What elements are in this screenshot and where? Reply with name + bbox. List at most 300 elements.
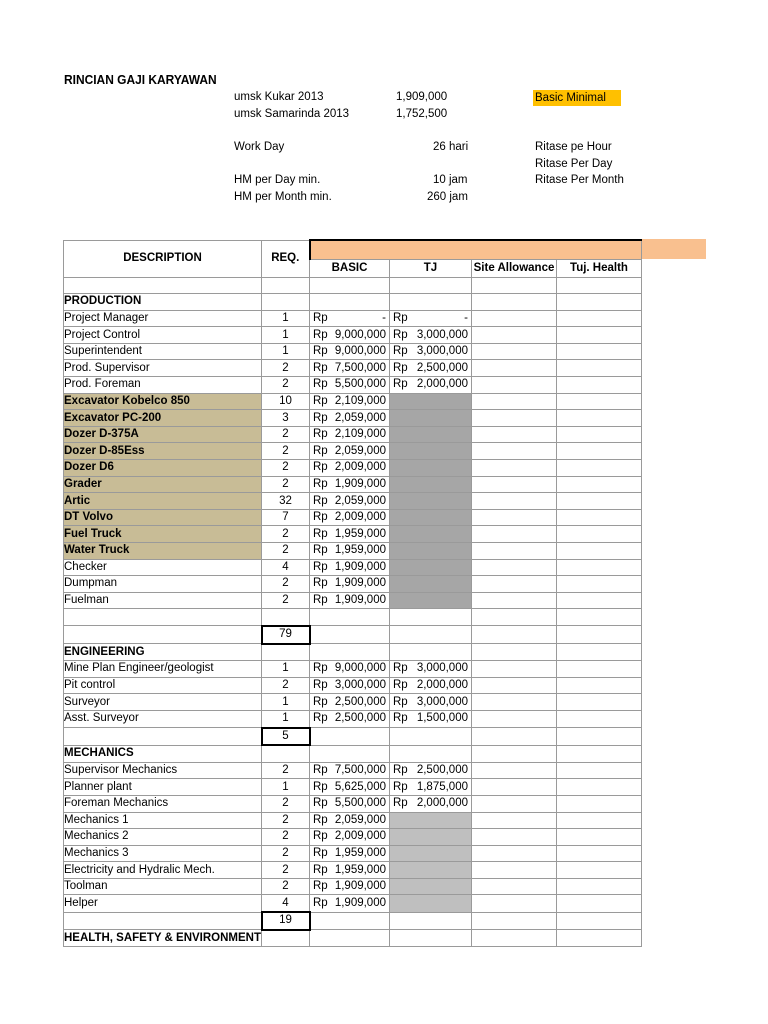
req-count: 2 <box>262 677 310 694</box>
empty-cell <box>64 912 262 930</box>
tj-empty <box>390 476 472 493</box>
req-count: 2 <box>262 762 310 779</box>
salary-table <box>63 239 642 947</box>
amount-value: 2,009,000 <box>334 511 386 524</box>
site-allowance-cell <box>472 661 557 678</box>
work-day-value: 26 hari <box>433 141 469 153</box>
rp-label: Rp <box>313 863 328 876</box>
amount-value: 9,000,000 <box>334 662 386 675</box>
tj-empty <box>390 592 472 609</box>
production-section-title: PRODUCTION <box>64 294 262 311</box>
rp-label: Rp <box>393 361 408 374</box>
req-count: 4 <box>262 559 310 576</box>
basic-amount <box>310 694 390 711</box>
umsk-kukar-value: 1,909,000 <box>396 91 448 103</box>
empty-cell <box>390 745 472 762</box>
rp-label: Rp <box>313 311 328 324</box>
health-cell <box>557 710 642 727</box>
rp-label: Rp <box>313 695 328 708</box>
health-cell <box>557 543 642 560</box>
amount-value: 1,909,000 <box>334 897 386 910</box>
empty-cell <box>390 294 472 311</box>
site-allowance-header: Site Allowance <box>472 260 557 277</box>
basic-amount <box>310 576 390 593</box>
table-row <box>64 694 642 711</box>
site-allowance-cell <box>472 360 557 377</box>
basic-minimal-cell: Basic Minimal <box>533 90 621 106</box>
amount-value: 2,059,000 <box>334 411 386 424</box>
rp-label: Rp <box>393 679 408 692</box>
engineering-section-title: ENGINEERING <box>64 644 262 661</box>
amount-value: 2,109,000 <box>334 428 386 441</box>
rp-label: Rp <box>313 712 328 725</box>
health-cell <box>557 661 642 678</box>
mechanics-total-row <box>64 912 642 930</box>
tj-empty <box>390 862 472 879</box>
basic-amount <box>310 443 390 460</box>
health-cell <box>557 845 642 862</box>
site-allowance-cell <box>472 878 557 895</box>
empty-cell <box>310 626 390 644</box>
empty-cell <box>262 609 310 626</box>
rp-label: Rp <box>393 780 408 793</box>
umsk-kukar-label: umsk Kukar 2013 <box>234 91 324 103</box>
tj-empty <box>390 460 472 477</box>
empty-cell <box>310 930 390 947</box>
tj-empty <box>390 878 472 895</box>
position-name: DT Volvo <box>64 509 262 526</box>
basic-amount <box>310 426 390 443</box>
position-name: Helper <box>64 895 262 912</box>
basic-amount <box>310 812 390 829</box>
health-cell <box>557 343 642 360</box>
amount-value: 7,500,000 <box>334 764 386 777</box>
basic-amount <box>310 762 390 779</box>
tj-amount <box>390 360 472 377</box>
position-name: Dozer D-375A <box>64 426 262 443</box>
req-count: 1 <box>262 779 310 796</box>
table-row <box>64 710 642 727</box>
req-count: 2 <box>262 845 310 862</box>
tj-empty <box>390 443 472 460</box>
health-cell <box>557 509 642 526</box>
tj-amount <box>390 694 472 711</box>
rp-label: Rp <box>313 780 328 793</box>
position-name: Toolman <box>64 878 262 895</box>
amount-value: 3,000,000 <box>416 328 468 341</box>
health-cell <box>557 393 642 410</box>
amount-value: 2,059,000 <box>334 494 386 507</box>
production-section-row <box>64 294 642 311</box>
health-cell <box>557 677 642 694</box>
table-row <box>64 443 642 460</box>
position-name: Dozer D6 <box>64 460 262 477</box>
amount-value: - <box>464 311 468 324</box>
empty-cell <box>390 930 472 947</box>
amount-value: 3,000,000 <box>334 679 386 692</box>
empty-cell <box>390 912 472 930</box>
site-allowance-cell <box>472 310 557 327</box>
amount-value: 3,000,000 <box>416 695 468 708</box>
req-count: 1 <box>262 327 310 344</box>
rp-label: Rp <box>393 662 408 675</box>
site-allowance-cell <box>472 410 557 427</box>
site-allowance-cell <box>472 526 557 543</box>
req-count: 2 <box>262 878 310 895</box>
empty-cell <box>262 745 310 762</box>
tj-amount <box>390 677 472 694</box>
basic-amount <box>310 559 390 576</box>
amount-value: 2,500,000 <box>334 712 386 725</box>
table-row <box>64 476 642 493</box>
amount-value: 1,909,000 <box>334 477 386 490</box>
site-allowance-cell <box>472 426 557 443</box>
tj-empty <box>390 812 472 829</box>
position-name: Project Control <box>64 327 262 344</box>
health-cell <box>557 779 642 796</box>
empty-cell <box>64 728 262 746</box>
req-count: 32 <box>262 493 310 510</box>
req-count: 2 <box>262 576 310 593</box>
basic-amount <box>310 878 390 895</box>
position-name: Fuel Truck <box>64 526 262 543</box>
rp-label: Rp <box>313 560 328 573</box>
req-count: 2 <box>262 862 310 879</box>
rp-label: Rp <box>313 662 328 675</box>
basic-amount <box>310 493 390 510</box>
req-header: REQ. <box>262 240 310 277</box>
basic-amount <box>310 393 390 410</box>
site-allowance-cell <box>472 476 557 493</box>
basic-amount <box>310 460 390 477</box>
rp-label: Rp <box>393 311 408 324</box>
position-name: Foreman Mechanics <box>64 795 262 812</box>
table-row <box>64 829 642 846</box>
basic-amount <box>310 895 390 912</box>
tj-amount <box>390 710 472 727</box>
table-row <box>64 310 642 327</box>
tj-amount <box>390 661 472 678</box>
tj-amount <box>390 327 472 344</box>
site-allowance-cell <box>472 677 557 694</box>
rp-label: Rp <box>313 764 328 777</box>
description-header: DESCRIPTION <box>64 240 262 277</box>
health-cell <box>557 360 642 377</box>
empty-cell <box>472 609 557 626</box>
basic-amount <box>310 410 390 427</box>
health-cell <box>557 310 642 327</box>
req-count: 1 <box>262 310 310 327</box>
empty-cell <box>390 277 472 294</box>
rp-label: Rp <box>313 544 328 557</box>
tj-empty <box>390 393 472 410</box>
site-allowance-cell <box>472 493 557 510</box>
site-allowance-cell <box>472 845 557 862</box>
empty-cell <box>64 609 262 626</box>
table-row <box>64 426 642 443</box>
tj-header: TJ <box>390 260 472 277</box>
amount-value: 1,959,000 <box>334 863 386 876</box>
amount-value: 1,909,000 <box>334 594 386 607</box>
empty-cell <box>557 626 642 644</box>
site-allowance-cell <box>472 829 557 846</box>
rp-label: Rp <box>313 328 328 341</box>
health-cell <box>557 812 642 829</box>
empty-cell <box>262 294 310 311</box>
position-name: Mechanics 2 <box>64 829 262 846</box>
tj-empty <box>390 426 472 443</box>
empty-cell <box>557 609 642 626</box>
tj-amount <box>390 762 472 779</box>
health-cell <box>557 694 642 711</box>
amount-value: 2,000,000 <box>416 679 468 692</box>
position-name: Pit control <box>64 677 262 694</box>
header-row <box>64 240 642 260</box>
amount-value: 3,000,000 <box>416 345 468 358</box>
rp-label: Rp <box>313 411 328 424</box>
table-row <box>64 661 642 678</box>
rp-label: Rp <box>313 897 328 910</box>
basic-amount <box>310 343 390 360</box>
amount-value: 9,000,000 <box>334 328 386 341</box>
hm-day-value: 10 jam <box>433 174 468 186</box>
position-name: Water Truck <box>64 543 262 560</box>
rp-label: Rp <box>393 797 408 810</box>
req-count: 1 <box>262 343 310 360</box>
position-name: Electricity and Hydralic Mech. <box>64 862 262 879</box>
amount-value: 1,500,000 <box>416 712 468 725</box>
amount-value: 1,959,000 <box>334 846 386 859</box>
rp-label: Rp <box>313 511 328 524</box>
table-row <box>64 526 642 543</box>
empty-cell <box>310 745 390 762</box>
basic-amount <box>310 310 390 327</box>
amount-value: 1,959,000 <box>334 527 386 540</box>
position-name: Excavator Kobelco 850 <box>64 393 262 410</box>
tj-empty <box>390 509 472 526</box>
hm-month-label: HM per Month min. <box>234 191 332 203</box>
tj-empty <box>390 576 472 593</box>
engineering-total-row <box>64 728 642 746</box>
production-total-row <box>64 626 642 644</box>
basic-header: BASIC <box>310 260 390 277</box>
empty-cell <box>310 609 390 626</box>
empty-cell <box>390 728 472 746</box>
position-name: Grader <box>64 476 262 493</box>
mechanics-section-row <box>64 745 642 762</box>
req-count: 1 <box>262 710 310 727</box>
basic-amount <box>310 845 390 862</box>
rp-label: Rp <box>313 594 328 607</box>
rp-label: Rp <box>393 712 408 725</box>
amount-value: 1,909,000 <box>334 577 386 590</box>
site-allowance-cell <box>472 443 557 460</box>
position-name: Checker <box>64 559 262 576</box>
empty-cell <box>390 626 472 644</box>
total-count: 79 <box>262 626 310 644</box>
rp-label: Rp <box>393 328 408 341</box>
health-cell <box>557 426 642 443</box>
rp-label: Rp <box>393 378 408 391</box>
table-row <box>64 393 642 410</box>
ritase-month-label: Ritase Per Month <box>535 174 624 186</box>
empty-cell <box>557 294 642 311</box>
rp-label: Rp <box>313 527 328 540</box>
empty-cell <box>310 294 390 311</box>
health-cell <box>557 878 642 895</box>
site-allowance-cell <box>472 694 557 711</box>
table-row <box>64 327 642 344</box>
amount-value: 2,109,000 <box>334 394 386 407</box>
empty-cell <box>472 745 557 762</box>
total-count: 5 <box>262 728 310 746</box>
rp-label: Rp <box>313 444 328 457</box>
basic-amount <box>310 592 390 609</box>
tj-empty <box>390 895 472 912</box>
health-cell <box>557 476 642 493</box>
health-cell <box>557 592 642 609</box>
rp-label: Rp <box>313 797 328 810</box>
rp-label: Rp <box>313 846 328 859</box>
tj-empty <box>390 526 472 543</box>
empty-cell <box>310 728 390 746</box>
amount-value: 2,000,000 <box>416 797 468 810</box>
empty-cell <box>472 644 557 661</box>
rp-label: Rp <box>313 378 328 391</box>
amount-value: 2,500,000 <box>334 695 386 708</box>
tj-empty <box>390 829 472 846</box>
table-row <box>64 762 642 779</box>
amount-value: 3,000,000 <box>416 662 468 675</box>
table-row <box>64 460 642 477</box>
rp-label: Rp <box>313 345 328 358</box>
position-name: Mine Plan Engineer/geologist <box>64 661 262 678</box>
site-allowance-cell <box>472 710 557 727</box>
hm-day-label: HM per Day min. <box>234 174 321 186</box>
amount-value: 5,500,000 <box>334 378 386 391</box>
empty-cell <box>557 745 642 762</box>
amount-value: 2,500,000 <box>416 361 468 374</box>
site-allowance-cell <box>472 762 557 779</box>
table-row <box>64 559 642 576</box>
basic-amount <box>310 476 390 493</box>
basic-amount <box>310 677 390 694</box>
basic-amount <box>310 795 390 812</box>
amount-value: 7,500,000 <box>334 361 386 374</box>
health-cell <box>557 443 642 460</box>
health-cell <box>557 762 642 779</box>
site-allowance-cell <box>472 377 557 394</box>
empty-cell <box>557 277 642 294</box>
rp-label: Rp <box>313 461 328 474</box>
basic-amount <box>310 862 390 879</box>
health-cell <box>557 377 642 394</box>
site-allowance-cell <box>472 543 557 560</box>
empty-cell <box>64 277 262 294</box>
header-band <box>310 240 642 260</box>
table-row <box>64 360 642 377</box>
hm-month-value: 260 jam <box>427 191 468 203</box>
rp-label: Rp <box>313 361 328 374</box>
amount-value: 2,009,000 <box>334 830 386 843</box>
umsk-samarinda-label: umsk Samarinda 2013 <box>234 108 350 120</box>
ritase-day-label: Ritase Per Day <box>535 158 613 170</box>
tj-amount <box>390 779 472 796</box>
rp-label: Rp <box>313 880 328 893</box>
table-row <box>64 343 642 360</box>
req-count: 2 <box>262 360 310 377</box>
empty-cell <box>310 644 390 661</box>
basic-amount <box>310 829 390 846</box>
health-cell <box>557 460 642 477</box>
req-count: 2 <box>262 460 310 477</box>
req-count: 2 <box>262 443 310 460</box>
amount-value: 5,500,000 <box>334 797 386 810</box>
mechanics-section-title: MECHANICS <box>64 745 262 762</box>
empty-cell <box>262 277 310 294</box>
position-name: Mechanics 3 <box>64 845 262 862</box>
basic-amount <box>310 779 390 796</box>
table-row <box>64 576 642 593</box>
table-row <box>64 845 642 862</box>
tj-empty <box>390 410 472 427</box>
empty-cell <box>557 930 642 947</box>
req-count: 2 <box>262 526 310 543</box>
site-allowance-cell <box>472 559 557 576</box>
table-row <box>64 509 642 526</box>
empty-cell <box>472 277 557 294</box>
position-name: Asst. Surveyor <box>64 710 262 727</box>
health-cell <box>557 895 642 912</box>
tj-empty <box>390 845 472 862</box>
basic-amount <box>310 360 390 377</box>
site-allowance-cell <box>472 509 557 526</box>
empty-cell <box>557 644 642 661</box>
total-count: 19 <box>262 912 310 930</box>
amount-value: 1,909,000 <box>334 880 386 893</box>
empty-cell <box>557 728 642 746</box>
table-row <box>64 795 642 812</box>
table-row <box>64 812 642 829</box>
req-count: 2 <box>262 476 310 493</box>
amount-value: - <box>382 311 386 324</box>
empty-cell <box>262 644 310 661</box>
req-count: 2 <box>262 812 310 829</box>
empty-cell <box>472 626 557 644</box>
table-row <box>64 377 642 394</box>
site-allowance-cell <box>472 592 557 609</box>
table-row <box>64 895 642 912</box>
req-count: 4 <box>262 895 310 912</box>
table-row <box>64 592 642 609</box>
empty-cell <box>390 644 472 661</box>
rp-label: Rp <box>313 477 328 490</box>
empty-cell <box>472 912 557 930</box>
basic-amount <box>310 327 390 344</box>
amount-value: 1,909,000 <box>334 560 386 573</box>
health-cell <box>557 327 642 344</box>
position-name: Prod. Supervisor <box>64 360 262 377</box>
req-count: 1 <box>262 661 310 678</box>
position-name: Supervisor Mechanics <box>64 762 262 779</box>
rp-label: Rp <box>313 679 328 692</box>
health-cell <box>557 795 642 812</box>
req-count: 2 <box>262 426 310 443</box>
basic-amount <box>310 526 390 543</box>
rp-label: Rp <box>313 428 328 441</box>
rp-label: Rp <box>393 764 408 777</box>
req-count: 2 <box>262 829 310 846</box>
